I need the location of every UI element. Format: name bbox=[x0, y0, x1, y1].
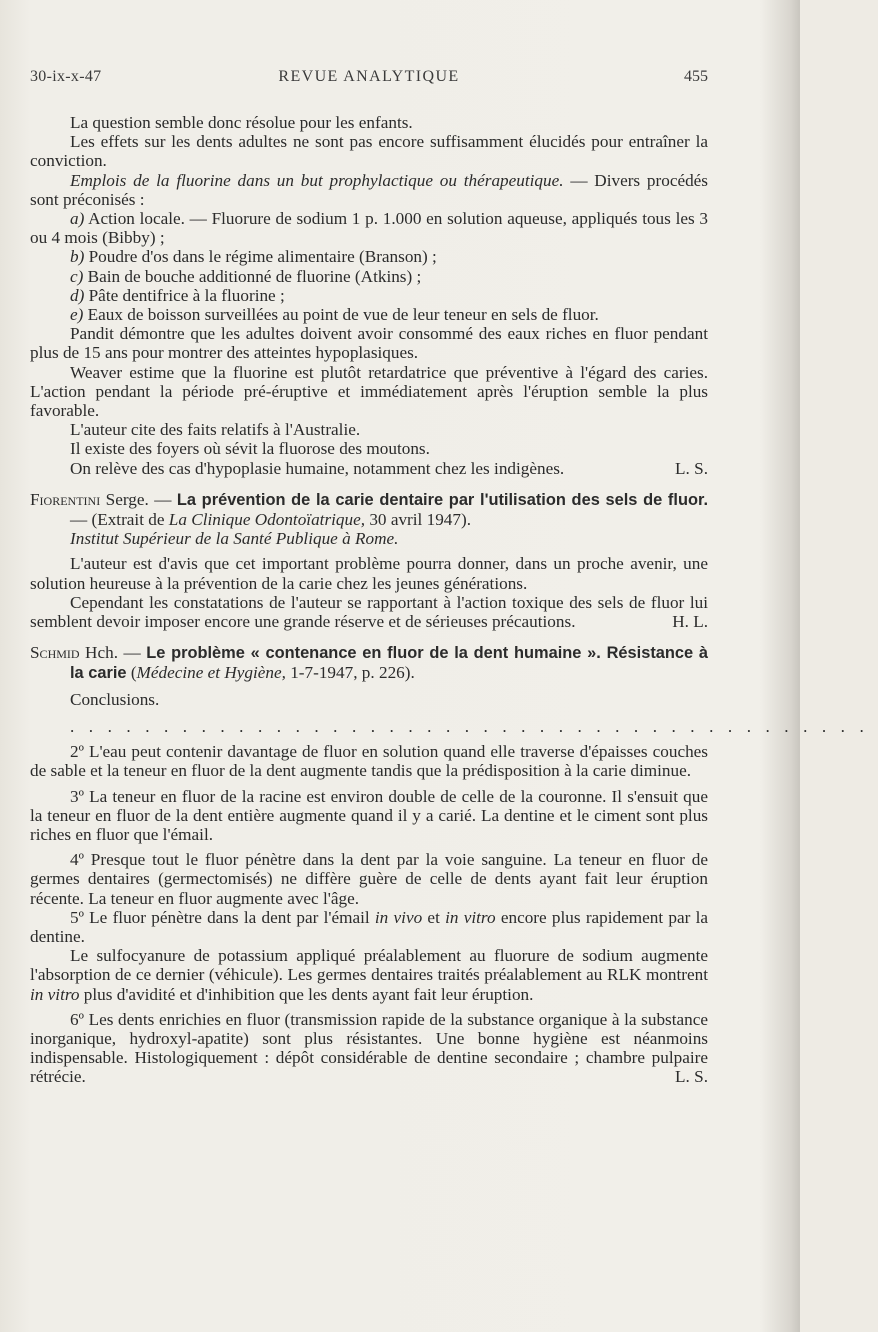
paragraph: 3º La teneur en fluor de la racine est environ double de celle de la couronne. Il s'ensuit que la teneur en fluor de la dent entière augmente quand il y a carié. La dentine et le ciment sont plus riches en fluor que l'émail. bbox=[30, 786, 708, 844]
review-citation: Schmid Hch. — Le problème « contenance en fluor de la dent humaine ». Résistance à la carie (Médecine et Hygiène, 1-7-1947, p. 226). bbox=[30, 643, 709, 683]
signature: H. L. bbox=[672, 612, 708, 632]
review-citation: Fiorentini Serge. — La prévention de la carie dentaire par l'utilisation des sels de fluor. — (Extrait de La Clinique Odontoïatrique, 30 avril 1947). Institut Supérieur de la Santé Publique à Rome. bbox=[30, 489, 708, 549]
paragraph: Pandit démontre que les adultes doivent avoir consommé des eaux riches en fluor pendant plus de 15 ans pour montrer des atteintes hypoplasiques. bbox=[30, 324, 708, 363]
paragraph: Emplois de la fluorine dans un but prophylactique ou thérapeutique. — Divers procédés sont préconisés : bbox=[30, 170, 708, 209]
paragraph: Les effets sur les dents adultes ne sont pas encore suffisamment élucidés pour entraîner la conviction. bbox=[30, 132, 708, 171]
italic-heading: Emplois de la fluorine dans un but prophylactique ou thérapeutique. bbox=[70, 170, 564, 190]
list-item: b) Poudre d'os dans le régime alimentaire (Branson) ; bbox=[70, 247, 437, 267]
article-title: La prévention de la carie dentaire par l'utilisation des sels de fluor. bbox=[176, 490, 708, 509]
paragraph: L'auteur est d'avis que cet important problème pourra donner, dans un proche avenir, une solution heureuse à la prévention de la carie chez les jeunes générations. bbox=[30, 554, 708, 593]
paragraph: Cependant les constatations de l'auteur se rapportant à l'action toxique des sels de fluor lui semblent devoir imposer encore une grande réserve et de sérieuses précautions. H. L. bbox=[30, 592, 708, 632]
author-name: Fiorentini bbox=[30, 489, 101, 509]
list-item: d) Pâte dentifrice à la fluorine ; bbox=[70, 285, 285, 305]
paragraph: Conclusions. bbox=[70, 689, 160, 709]
list-item: e) Eaux de boisson surveillées au point de vue de leur teneur en sels de fluor. bbox=[70, 305, 599, 325]
page-number: 455 bbox=[684, 68, 708, 85]
paragraph: 5º Le fluor pénètre dans la dent par l'émail in vivo et in vitro encore plus rapidement par la dentine. bbox=[30, 907, 709, 946]
ellipsis-separator: ........................................... bbox=[70, 716, 878, 736]
paragraph: On relève des cas d'hypoplasie humaine, notamment chez les indigènes. L. S. bbox=[70, 458, 708, 478]
paragraph: 6º Les dents enrichies en fluor (transmission rapide de la substance organique à la substance inorganique, hydroxyl-apatite) sont plus résistantes. Une bonne hygiène est néanmoins indispensable. Histologiquement : dépôt considérable de dentine secondaire ; chambre pulpaire rétrécie. L. S. bbox=[30, 1009, 708, 1087]
signature: L. S. bbox=[675, 458, 708, 478]
list-item: c) Bain de bouche additionné de fluorine (Atkins) ; bbox=[70, 266, 422, 286]
paragraph: Il existe des foyers où sévit la fluorose des moutons. bbox=[70, 439, 430, 459]
paragraph: La question semble donc résolue pour les enfants. bbox=[70, 113, 413, 132]
paragraph: 4º Presque tout le fluor pénètre dans la dent par la voie sanguine. La teneur en fluor de germes dentaires (germectomisés) ne diffère guère de celle de dents ayant fait leur éruption récente. La teneur en fluor augmente avec l'âge. bbox=[30, 850, 708, 908]
list-item: a) Action locale. — Fluorure de sodium 1 p. 1.000 en solution aqueuse, appliqués tous les 3 ou 4 mois (Bibby) ; bbox=[30, 209, 708, 248]
paragraph: 2º L'eau peut contenir davantage de fluor en solution quand elle traverse d'épaisses couches de sable et la teneur en fluor de la dent augmente tandis que la prédisposition à la carie diminue. bbox=[30, 742, 708, 781]
paragraph: L'auteur cite des faits relatifs à l'Australie. bbox=[70, 420, 361, 440]
institution: Institut Supérieur de la Santé Publique à Rome. bbox=[70, 529, 399, 549]
signature: L. S. bbox=[675, 1067, 708, 1087]
paragraph: Le sulfocyanure de potassium appliqué préalablement au fluorure de sodium augmente l'absorption de ce dernier (véhicule). Les germes dentaires traités préalablement au RLK montrent in vitro plus d'avidité et d'inhibition que les dents ayant fait leur éruption. bbox=[30, 946, 708, 1004]
issue-date: 30-ix-x-47 bbox=[30, 68, 102, 85]
author-name: Schmid bbox=[30, 643, 80, 663]
running-header bbox=[30, 68, 708, 92]
page-body bbox=[30, 113, 878, 1087]
article-title: Le problème « contenance en fluor de la dent humaine ». Résistance à la carie bbox=[70, 644, 709, 683]
paragraph: Weaver estime que la fluorine est plutôt retardatrice que préventive à l'égard des caries. L'action pendant la période pré-éruptive et immédiatement après l'éruption semble la plus favorable. bbox=[30, 362, 708, 421]
journal-title: REVUE ANALYTIQUE bbox=[278, 68, 460, 85]
